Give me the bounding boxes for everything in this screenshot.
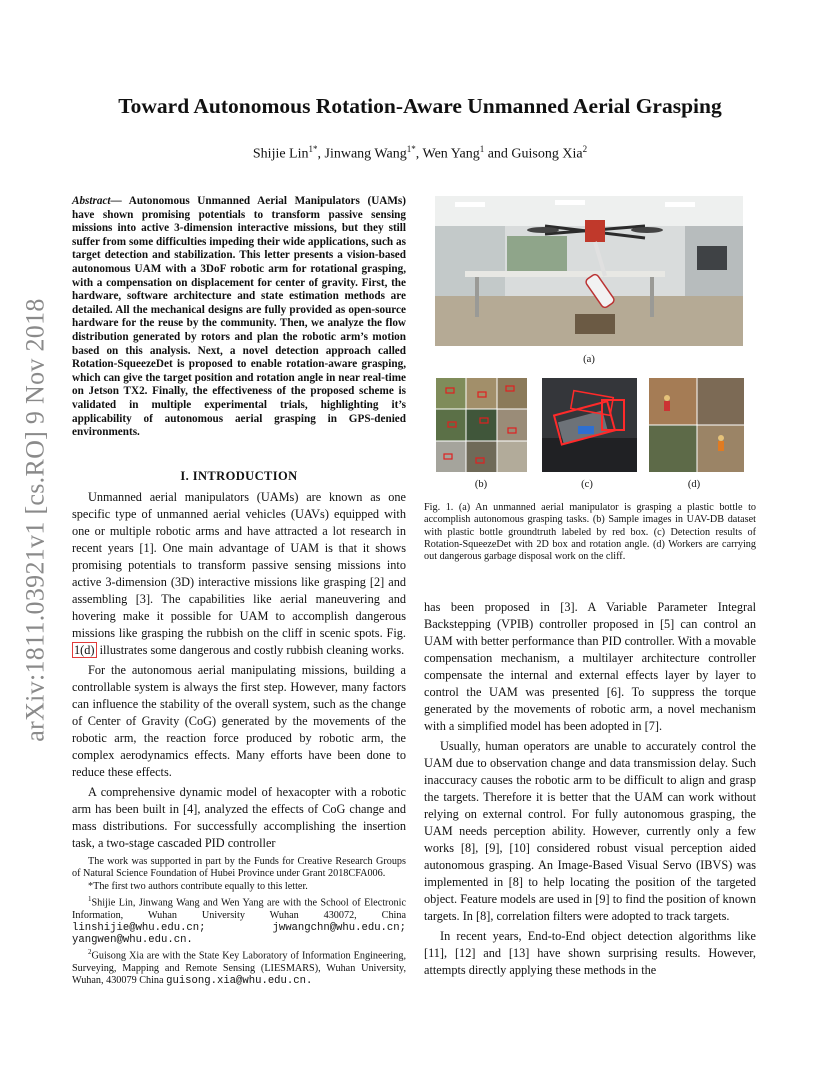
figure-1-caption: Fig. 1. (a) An unmanned aerial manipulator is grasping a plastic bottle to accomplish autonomous grasping tasks. (b) Sample images in UAV-DB dataset with plastic bottle groundtruth labeled by red box. (c) Detection results of Rotation-SqueezeDet with 2D box and rotation angle. (d) Workers are carrying out dangerous garbage disposal work on the cliff. xyxy=(424,502,756,563)
author-2-affil: 1* xyxy=(406,144,416,154)
right-column xyxy=(424,599,756,979)
left-column xyxy=(72,489,406,852)
figure-1b-label: (b) xyxy=(474,479,488,490)
footnote-affiliation-1-text: Shijie Lin, Jinwang Wang and Wen Yang are with the School of Electronic Information, Wuhan University Wuhan 430072, China xyxy=(72,897,406,921)
abstract xyxy=(72,195,406,440)
figure-1a-label: (a) xyxy=(583,354,595,365)
right-paragraph-3: In recent years, End-to-End object detection algorithms like [11], [12] and [13] have shown surprising results. However, attempts directly applying these methods in the xyxy=(424,929,756,977)
author-2: Jinwang Wang xyxy=(324,146,407,162)
footnote-2-marker: 2 xyxy=(88,948,92,957)
footnote-1-marker: 1 xyxy=(88,894,92,903)
right-paragraph-1: has been proposed in [3]. A Variable Parameter Integral Backstepping (VPIB) controller proposed in [5] can control an UAM with better performance than PID controller. With a movable compensation mechanism, a multilayer architecture controller compensate the internal and external effects layer by layer to control the UAM was presented [6]. To suppress the torque generated by the movements of robotic arm, a novel mechanism with a simplified model has been adopted in [7]. xyxy=(424,600,756,733)
abstract-dash: — xyxy=(110,195,122,207)
author-3-affil: 1 xyxy=(479,144,485,154)
arxiv-id: arXiv:1811.03921v1 [cs.RO] 9 Nov 2018 xyxy=(21,298,50,742)
intro-p1-text-a: Unmanned aerial manipulators (UAMs) are known as one specific type of unmanned aerial vehicles (UAVs) equipped with one or multiple robotic arms and have attracted a lot research in recent years [1]. One main advantage of UAM is that it shows promising potentials to transform passive sensing missions into active 3-dimension (3D) interactive missions like grasping [2] and assembling [3]. The capabilities like aerial maneuvering and hovering make it possible for UAM to accomplish dangerous missions like grasping the rubbish on the cliff in scenic spots. Fig. xyxy=(72,490,406,640)
figure-1b-photo xyxy=(436,378,527,472)
uam-lab-scene-image xyxy=(435,196,743,346)
author-1: Shijie Lin xyxy=(252,146,309,162)
rotation-squeezedet-result-image xyxy=(542,378,637,472)
author-3: Wen Yang xyxy=(422,146,480,162)
cliff-workers-image xyxy=(649,378,744,472)
intro-paragraph-3: A comprehensive dynamic model of hexacopter with a robotic arm has been built in [4], analyzed the effects of CoG change and mass distributions. For successfully accomplishing the insertion task, a two-stage cascaded PID controller xyxy=(72,785,406,850)
figure-ref-link[interactable]: 1(d) xyxy=(74,643,95,657)
author-4: Guisong Xia xyxy=(511,146,583,162)
footnotes xyxy=(72,856,406,988)
figure-1c-photo xyxy=(542,378,637,472)
footnote-affiliation-1 xyxy=(72,893,406,947)
figure-1d-photo xyxy=(649,378,744,472)
abstract-lead: Abstract xyxy=(72,195,111,207)
paper-title: Toward Autonomous Rotation-Aware Unmanned Aerial Grasping xyxy=(118,94,722,118)
author-4-affil: 2 xyxy=(582,144,588,154)
footnote-equal-contribution: *The first two authors contribute equally to this letter. xyxy=(88,880,308,892)
abstract-text: Autonomous Unmanned Aerial Manipulators (UAMs) have shown promising potentials to transform passive sensing missions into active 3-dimension interactive missions, but they still suffer from some difficulties impeding their wide applications, such as target detection and stabilization. This letter presents a vision-based autonomous UAM with a 3DoF robotic arm for rotational grasping, with a compensation on displacement for center of gravity. First, the hardware, software architecture and state estimation methods are detailed. All the mechanical designs are fully provided as open-source hardware for the reuse by the community. Then, we analyze the flow distribution generated by rotors and plan the robotic arm’s motion based on this analysis. Next, a novel detection approach called Rotation-SqueezeDet is proposed to enable rotation-aware grasping, which can give the target position and rotation angle in near real-time on Jetson TX2. Finally, the effectiveness of the proposed scheme is validated in multiple experimental trials, highlighting it’s applicability of autonomous aerial grasping in GPS-denied environments. xyxy=(72,195,407,439)
uav-db-samples-image xyxy=(436,378,527,472)
arxiv-stamp xyxy=(14,280,58,760)
figure-1a-photo xyxy=(435,196,743,346)
footnote-emails-1: linshijie@whu.edu.cn; jwwangchn@whu.edu.cn; yangwen@whu.edu.cn. xyxy=(72,921,406,947)
intro-paragraph-1 xyxy=(72,489,406,659)
author-and: and xyxy=(487,146,508,162)
figure-1d-label: (d) xyxy=(687,479,701,490)
intro-paragraph-2: For the autonomous aerial manipulating missions, building a controllable system is always the first step. However, many factors can influence the stability of the overall system, such as the change of Center of Gravity (CoG) generated by the movements of the robotic arm, the reaction force produced by robotic arm, the complex aerodynamics effects. Many efforts have been done to reduce these effects. xyxy=(72,663,406,779)
footnote-affiliation-2 xyxy=(72,946,406,987)
intro-p1-text-b: illustrates some dangerous and costly rubbish cleaning works. xyxy=(99,643,405,657)
footnote-affiliation-2-text: Guisong Xia are with the State Key Laboratory of Information Engineering, Surveying, Mapping and Remote Sensing (LIESMARS), Wuhan University, Wuhan, 430079 China xyxy=(72,950,406,987)
section-heading-introduction: I. INTRODUCTION xyxy=(180,469,298,483)
figure-1c-label: (c) xyxy=(581,479,593,490)
author-1-affil: 1* xyxy=(308,144,318,154)
footnote-email-2: guisong.xia@whu.edu.cn. xyxy=(166,975,313,988)
author-list: Shijie Lin$^{1*}$, Jinwang Wang$^{1*}$, Wen Yang$^1$ and Guisong Xia$^2$ xyxy=(252,144,588,162)
right-paragraph-2: Usually, human operators are unable to accurately control the UAM due to observation change and data transmission delay. Such inaccuracy causes the robotic arm to be difficult to align and grasp the targets. Therefore it is better that the UAM can work without relying on external control. For fully autonomous grasping, the UAM needs perception ability. However, currently only a few works [8], [9], [10] considered robust visual perception aided autonomous grasping. An Image-Based Visual Servo (IBVS) was implemented in [8] to help locating the position of the targeted object. Feature models are used in [9] to find the position of known targets. In [8], correlation filters were adopted to track targets. xyxy=(424,739,756,923)
footnote-funding: The work was supported in part by the Funds for Creative Research Groups of Natural Science Foundation of Hubei Province under Grant 2018CFA006. xyxy=(72,856,406,880)
